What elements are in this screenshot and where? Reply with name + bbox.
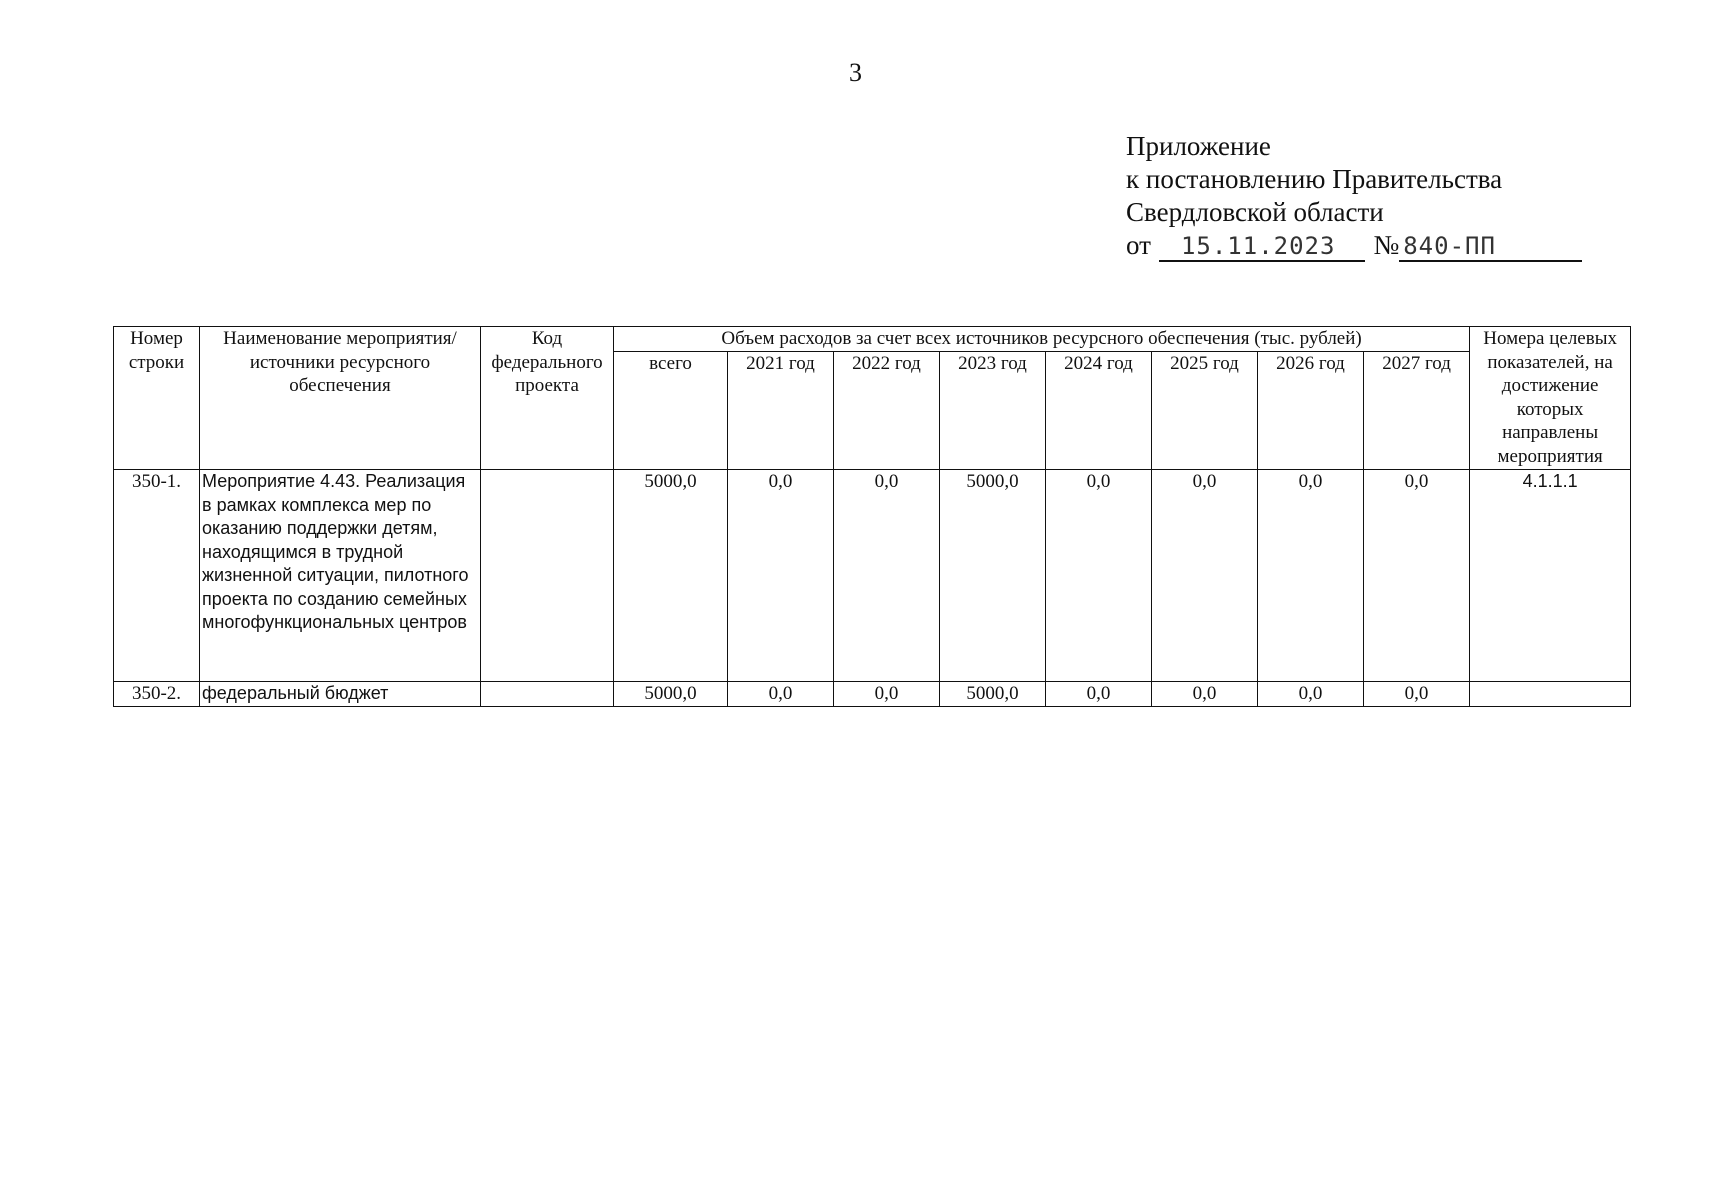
appendix-block [1126,130,1582,262]
row-2024: 0,0 [1046,682,1152,707]
date-prefix: от [1126,230,1151,260]
row-2023: 5000,0 [940,470,1046,682]
appendix-date-line [1126,229,1582,262]
row-2027: 0,0 [1364,470,1470,682]
table-row [114,682,1631,707]
header-expenses-group: Объем расходов за счет всех источников ресурсного обеспечения (тыс. рублей) [614,327,1470,352]
table-header-row [114,327,1631,352]
row-federal-code [481,470,614,682]
row-2021: 0,0 [728,682,834,707]
row-2021: 0,0 [728,470,834,682]
resolution-date: 15.11.2023 [1159,232,1366,262]
header-name: Наименование мероприятия/ источники ресурсного обеспечения [200,327,481,470]
row-2026: 0,0 [1258,682,1364,707]
number-sign: № [1373,230,1400,260]
header-2026: 2026 год [1258,352,1364,470]
row-total: 5000,0 [614,682,728,707]
header-2021: 2021 год [728,352,834,470]
header-total: всего [614,352,728,470]
resolution-number: 840-ПП [1399,232,1582,262]
header-2024: 2024 год [1046,352,1152,470]
row-2023: 5000,0 [940,682,1046,707]
resource-table [113,326,1631,707]
row-number: 350-2. [114,682,200,707]
row-2024: 0,0 [1046,470,1152,682]
header-targets: Номера целевых показателей, на достижение которых направлены мероприятия [1470,327,1631,470]
row-total: 5000,0 [614,470,728,682]
appendix-region-line: Свердловской области [1126,197,1384,227]
header-row-number: Номер строки [114,327,200,470]
row-federal-code [481,682,614,707]
row-targets [1470,682,1631,707]
header-2025: 2025 год [1152,352,1258,470]
header-2023: 2023 год [940,352,1046,470]
header-federal-code: Код федерального проекта [481,327,614,470]
row-2022: 0,0 [834,682,940,707]
row-2025: 0,0 [1152,682,1258,707]
table-row [114,470,1631,682]
row-2027: 0,0 [1364,682,1470,707]
header-2027: 2027 год [1364,352,1470,470]
row-targets: 4.1.1.1 [1470,470,1631,682]
row-number: 350-1. [114,470,200,682]
row-2022: 0,0 [834,470,940,682]
appendix-title: Приложение [1126,131,1271,161]
page-number: 3 [849,58,862,87]
row-name: Мероприятие 4.43. Реализация в рамках комплекса мер по оказанию поддержки детям, находящимся в трудной жизненной ситуации, пилотного проекта по созданию семейных многофункциональных центров [200,470,481,682]
row-name: федеральный бюджет [200,682,481,707]
row-2025: 0,0 [1152,470,1258,682]
row-2026: 0,0 [1258,470,1364,682]
appendix-resolution-line: к постановлению Правительства [1126,164,1503,194]
header-2022: 2022 год [834,352,940,470]
